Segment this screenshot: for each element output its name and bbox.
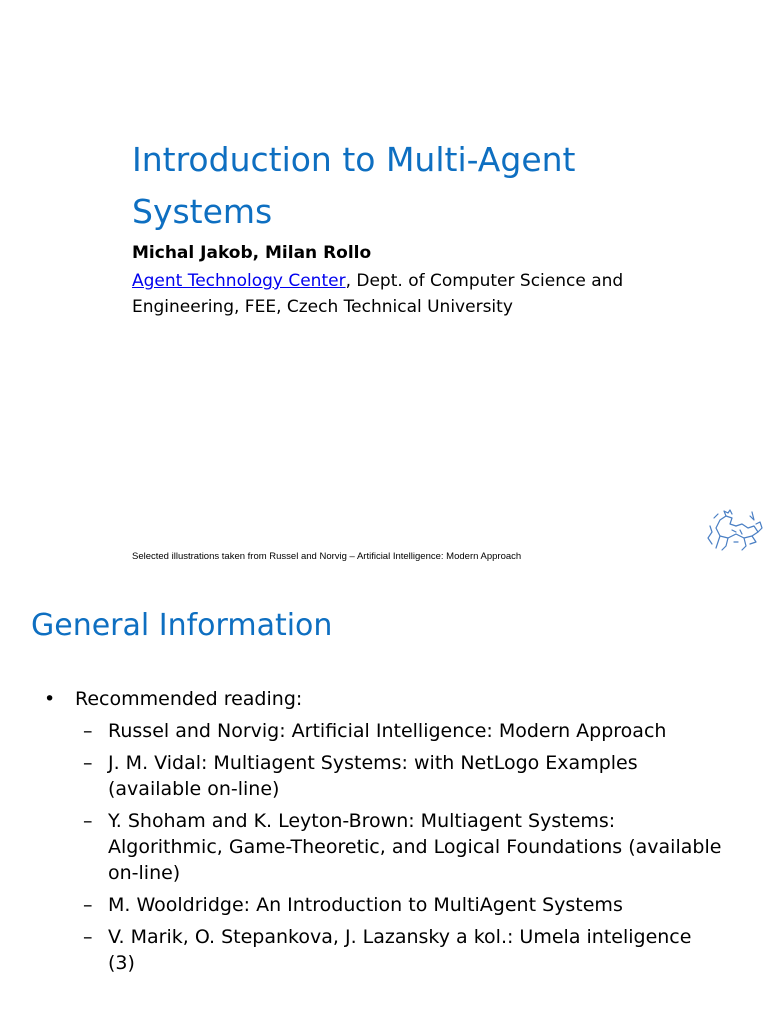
dash-mark: – xyxy=(83,720,93,742)
agent-technology-center-link[interactable]: Agent Technology Center xyxy=(132,271,346,291)
bullet-text: Recommended reading: xyxy=(75,688,303,710)
list-item xyxy=(40,686,740,976)
reading-text: V. Marik, O. Stepankova, J. Lazansky a kol.: Umela inteligence (3) xyxy=(108,926,692,974)
reading-text: Russel and Norvig: Artificial Intelligence: Modern Approach xyxy=(108,720,667,742)
reading-text: J. M. Vidal: Multiagent Systems: with NetLogo Examples (available on-line) xyxy=(108,752,638,800)
reading-list xyxy=(40,718,740,976)
dash-mark: – xyxy=(83,752,93,774)
dash-mark: – xyxy=(83,894,93,916)
illustration-credit: Selected illustrations taken from Russel and Norvig – Artificial Intelligence: Modern Approach xyxy=(132,551,522,562)
reading-item xyxy=(40,718,740,744)
reading-item xyxy=(40,808,740,886)
slide-title: Introduction to Multi-Agent Systems xyxy=(132,140,576,231)
reading-item xyxy=(40,750,740,802)
reading-text: M. Wooldridge: An Introduction to MultiAgent Systems xyxy=(108,894,623,916)
affiliation-text: , Dept. of Computer Science and Engineering, FEE, Czech Technical University xyxy=(132,271,624,317)
dash-mark: – xyxy=(83,810,93,832)
reading-item xyxy=(40,924,740,976)
dash-mark: – xyxy=(83,926,93,948)
affiliation xyxy=(132,268,692,320)
authors: Michal Jakob, Milan Rollo xyxy=(132,243,372,263)
bullet-mark: • xyxy=(44,688,56,710)
bullet-list xyxy=(40,686,740,982)
reading-text: Y. Shoham and K. Leyton-Brown: Multiagent Systems: Algorithmic, Game-Theoretic, and Logical Foundations (available on-line) xyxy=(108,810,722,884)
reading-item xyxy=(40,892,740,918)
lion-emblem-icon xyxy=(706,508,764,552)
section-title: General Information xyxy=(31,608,333,643)
content-slide xyxy=(0,576,768,1024)
